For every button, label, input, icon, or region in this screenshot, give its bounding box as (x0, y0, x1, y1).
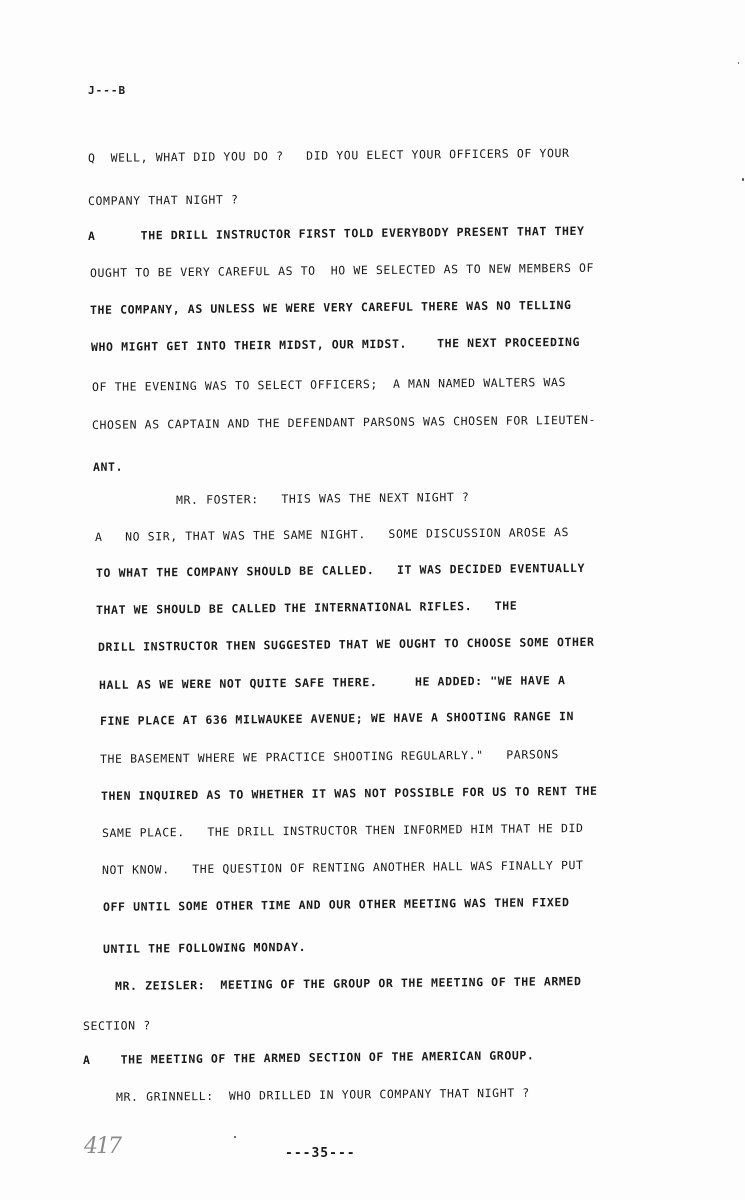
transcript-line: THEN INQUIRED AS TO WHETHER IT WAS NOT POSSIBLE FOR US TO RENT THE (101, 783, 598, 803)
transcript-line: NOT KNOW. THE QUESTION OF RENTING ANOTHER HALL WAS FINALLY PUT (102, 857, 584, 877)
speaker-line: MR. GRINNELL: WHO DRILLED IN YOUR COMPANY THAT NIGHT ? (116, 1085, 530, 1104)
transcript-line: FINE PLACE AT 636 MILWAUKEE AVENUE; WE HAVE A SHOOTING RANGE IN (100, 709, 574, 728)
ink-speck (234, 1136, 236, 1138)
ink-speck (738, 62, 739, 64)
transcript-line: THE BASEMENT WHERE WE PRACTICE SHOOTING REGULARLY." PARSONS (100, 747, 559, 766)
transcript-line: A THE DRILL INSTRUCTOR FIRST TOLD EVERYBODY PRESENT THAT THEY (88, 223, 585, 243)
transcript-line: SECTION ? (83, 1018, 151, 1033)
transcript-line: OFF UNTIL SOME OTHER TIME AND OUR OTHER MEETING WAS THEN FIXED (103, 895, 570, 914)
transcript-line: CHOSEN AS CAPTAIN AND THE DEFENDANT PARSONS WAS CHOSEN FOR LIEUTEN- (92, 412, 597, 432)
transcript-line: Q WELL, WHAT DID YOU DO ? DID YOU ELECT YOUR OFFICERS OF YOUR (88, 145, 570, 165)
page-code: J---B (88, 84, 127, 97)
ink-speck (742, 178, 744, 181)
transcript-line: TO WHAT THE COMPANY SHOULD BE CALLED. IT WAS DECIDED EVENTUALLY (96, 560, 586, 580)
transcript-line: COMPANY THAT NIGHT ? (88, 192, 239, 208)
transcript-line: DRILL INSTRUCTOR THEN SUGGESTED THAT WE OUGHT TO CHOOSE SOME OTHER (98, 634, 595, 654)
transcript-line: HALL AS WE WERE NOT QUITE SAFE THERE. HE ADDED: "WE HAVE A (99, 673, 566, 692)
transcript-line: ANT. (93, 459, 124, 474)
transcript-line: THAT WE SHOULD BE CALLED THE INTERNATIONAL RIFLES. THE (96, 598, 518, 617)
transcript-line: A NO SIR, THAT WAS THE SAME NIGHT. SOME DISCUSSION AROSE AS (95, 525, 569, 544)
transcript-line: WHO MIGHT GET INTO THEIR MIDST, OUR MIDST. THE NEXT PROCEEDING (91, 334, 581, 354)
transcript-line: UNTIL THE FOLLOWING MONDAY. (103, 939, 307, 956)
transcript-line: A THE MEETING OF THE ARMED SECTION OF THE AMERICAN GROUP. (83, 1048, 535, 1067)
transcript-line: OUGHT TO BE VERY CAREFUL AS TO HO WE SELECTED AS TO NEW MEMBERS OF (90, 260, 595, 280)
transcript-line: OF THE EVENING WAS TO SELECT OFFICERS; A MAN NAMED WALTERS WAS (92, 375, 566, 394)
transcript-line: SAME PLACE. THE DRILL INSTRUCTOR THEN INFORMED HIM THAT HE DID (102, 820, 584, 840)
speaker-line: MR. ZEISLER: MEETING OF THE GROUP OR THE MEETING OF THE ARMED (115, 974, 582, 993)
page-number: ---35--- (285, 1146, 356, 1161)
transcript-line: THE COMPANY, AS UNLESS WE WERE VERY CAREFUL THERE WAS NO TELLING (90, 297, 572, 317)
handwritten-margin-note: 417 (84, 1134, 120, 1159)
speaker-line: MR. FOSTER: THIS WAS THE NEXT NIGHT ? (176, 489, 470, 507)
